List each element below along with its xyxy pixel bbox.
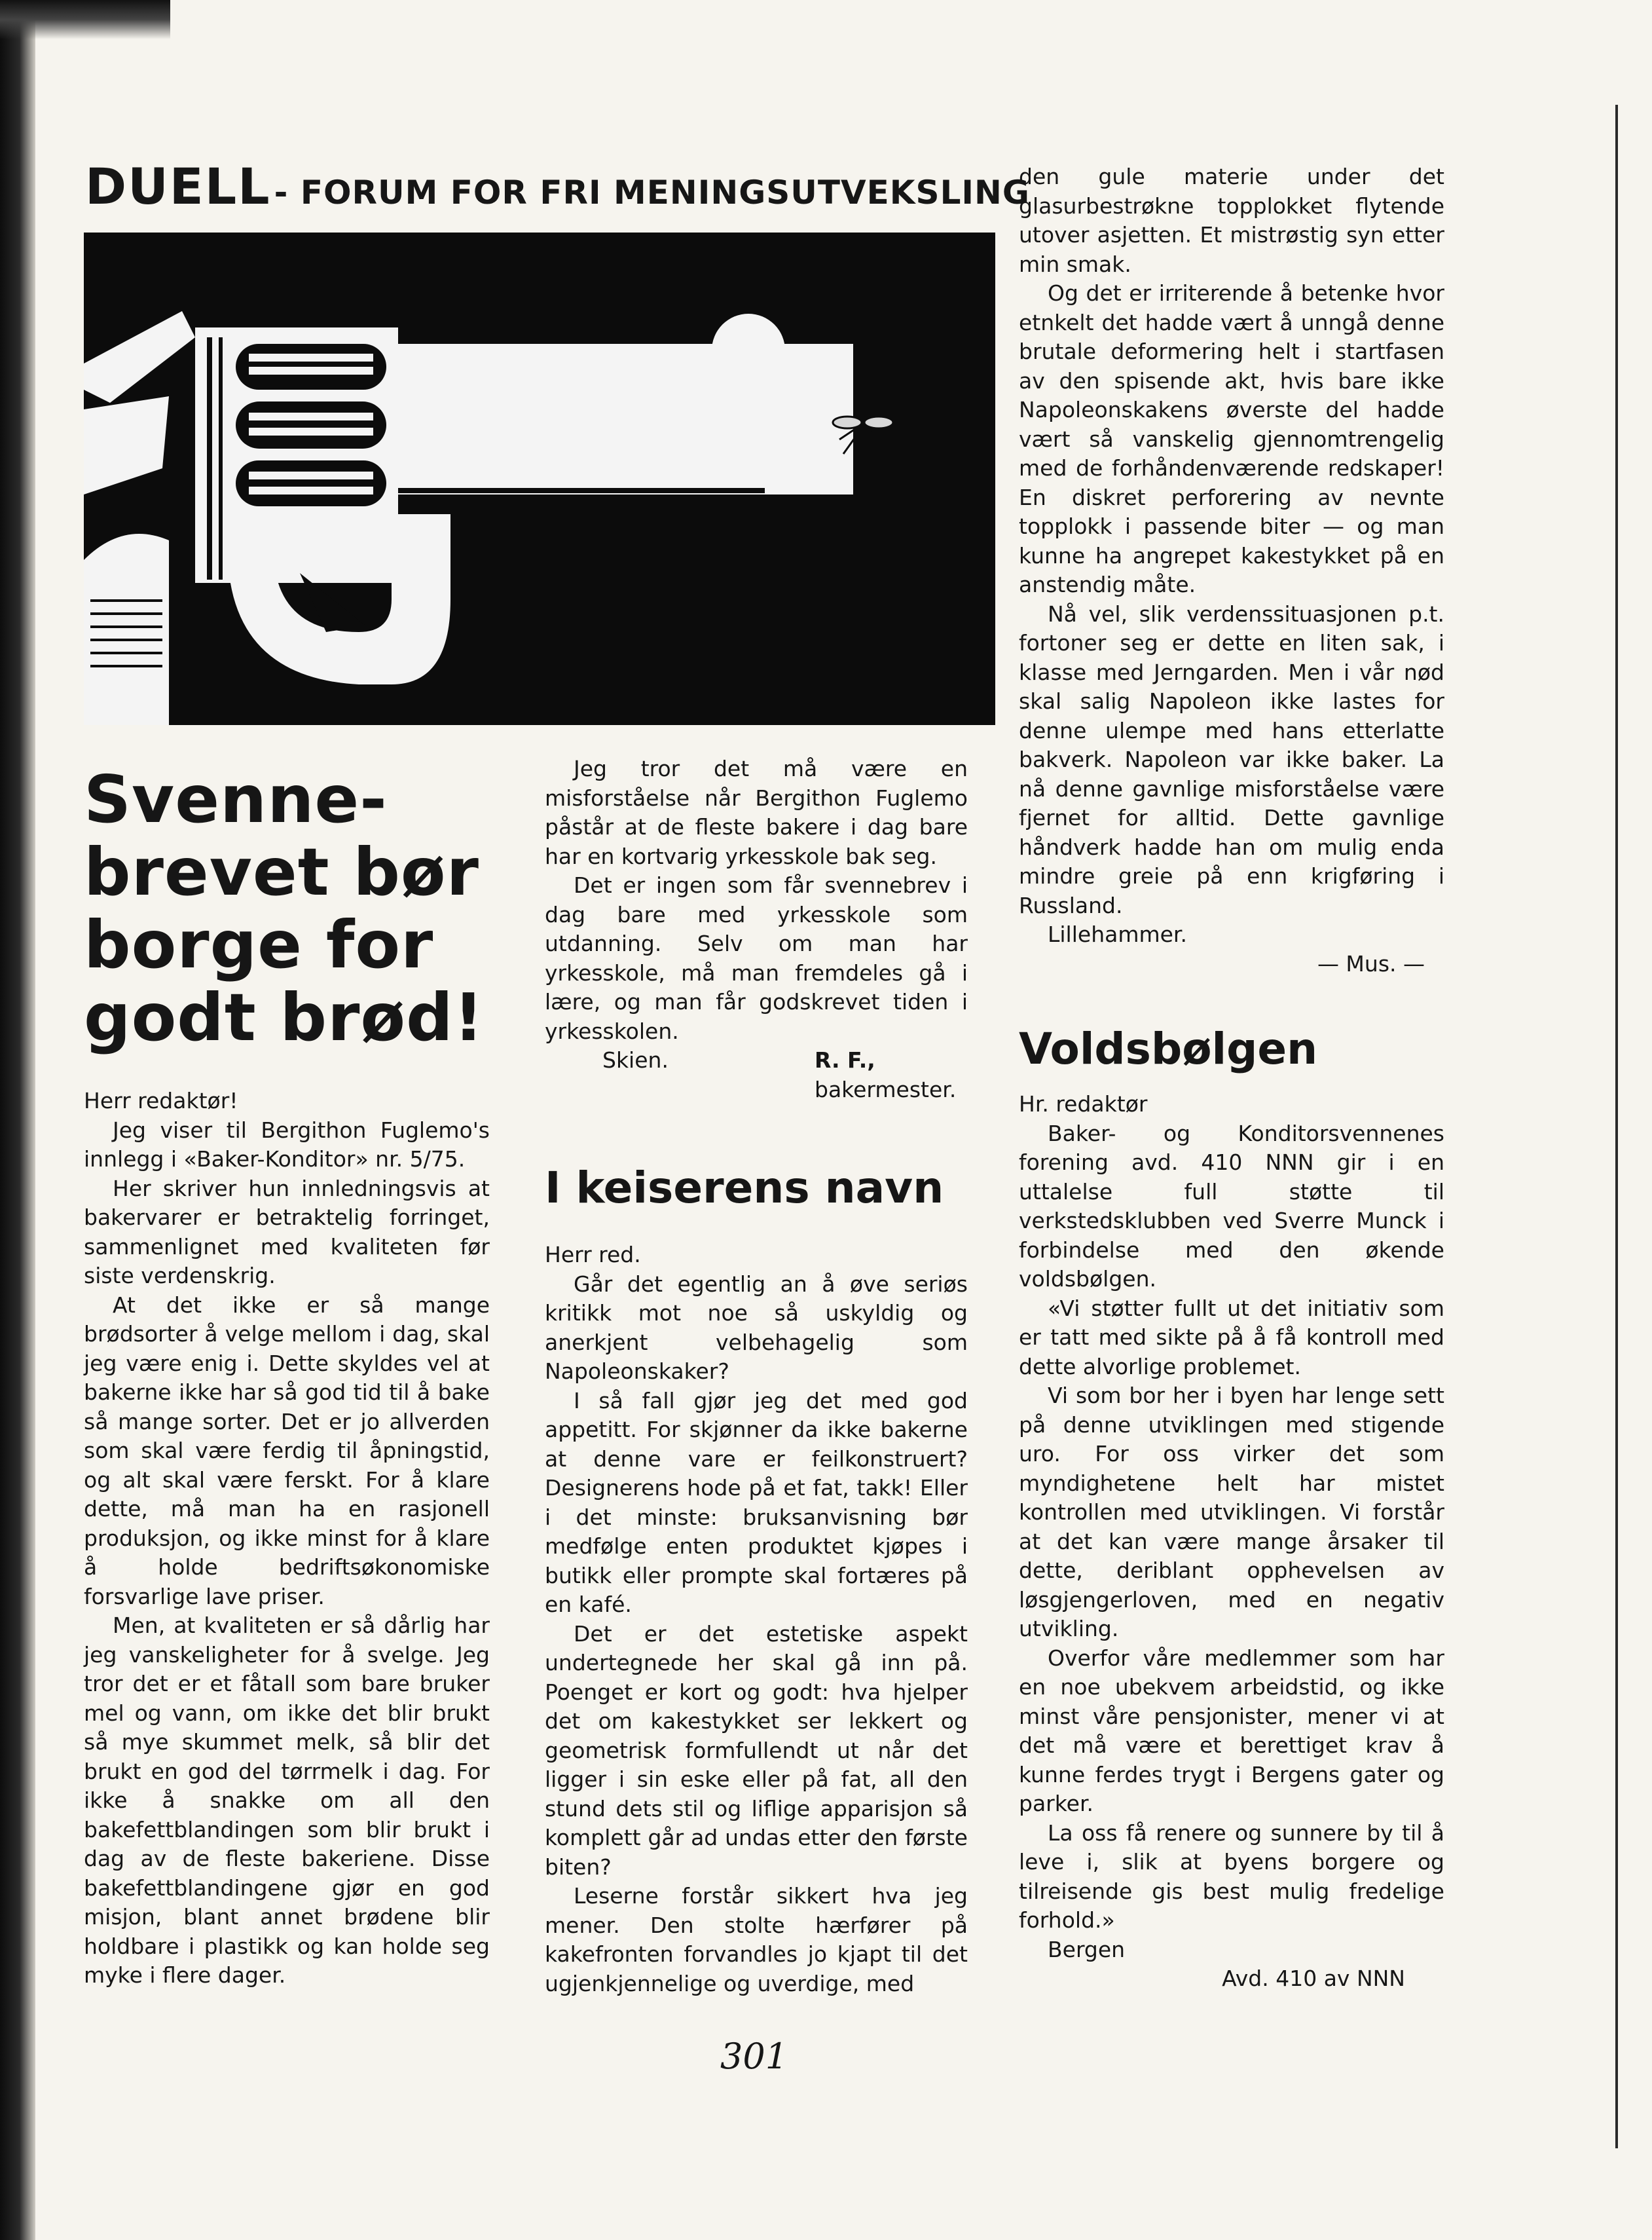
article-svennebrev-paragraph: Jeg tror det må være en misforståelse når Bergithon Fuglemo påstår at de fleste bakere i dag bare har en kortvarig yrkesskole bak seg. (545, 756, 968, 869)
revolver-and-fly-illustration (84, 233, 995, 725)
article-svennebrev-paragraph: Her skriver hun innledningsvis at bakervarer er betraktelig forringet, sammenlignet med kvaliteten før siste verdenskrig. (84, 1175, 490, 1288)
article-keiserens-paragraph: Det er det estetiske aspekt undertegnede her skal gå inn på. Poenget er kort og godt: hva hjelper det om kakestykket ser lekkert og geometrisk formfullendt ut når det ligger i sin eske eller på fat, all den stund dets stil og liflige apparisjon så komplett går ad undas etter den første biten? (545, 1620, 968, 1880)
article-svennebrev-paragraph: At det ikke er så mange brødsorter å velge mellom i dag, skal jeg være enig i. Dette skyldes vel at bakerne ikke har så god tid til å bake så mange sorter. Det er jo allverden som skal være ferdig til åpningstid, og alt skal være ferskt. For å klare dette, må man ha en rasjonell produksjon, og ikke minst for å klare å holde bedriftsøkonomiske forsvarlige lave priser. (84, 1292, 490, 1609)
article-voldsbolgen-signature: Avd. 410 av NNN (1222, 1966, 1405, 1991)
masthead-subtitle: - FORUM FOR FRI MENINGSUTVEKSLING (274, 174, 1030, 212)
column-right (1019, 162, 1444, 1994)
article-svennebrev-paragraph: Jeg viser til Bergithon Fuglemo's innlegg i «Baker-Konditor» nr. 5/75. (84, 1117, 490, 1172)
article-keiserens-headline: I keiserens navn (545, 1163, 944, 1213)
article-voldsbolgen-headline: Voldsbølgen (1019, 1024, 1318, 1074)
article-svennebrev-paragraph: Det er ingen som får svennebrev i dag bare med yrkesskole som utdanning. Selv om man har yrkesskole, må man fremdeles gå i lære, og man får godskrevet tiden i yrkesskolen. (545, 872, 968, 1044)
article-voldsbolgen-paragraph: Overfor våre medlemmer som har en noe ubekvem arbeidstid, og ikke minst våre pensjonister, mener vi at det må være et berettiget krav å kunne ferdes trygt i Bergens gater og parker. (1019, 1645, 1444, 1816)
article-voldsbolgen-salutation: Hr. redaktør (1019, 1091, 1148, 1117)
article-voldsbolgen-place: Bergen (1048, 1936, 1126, 1962)
article-keiserens-paragraph: Går det egentlig an å øve seriøs kritikk mot noe så uskyldig og anerkjent velbehagelig som Napoleonskaker? (545, 1271, 968, 1384)
page-binding-shadow (0, 0, 35, 2240)
article-voldsbolgen-paragraph: Baker- og Konditorsvennenes forening avd. 410 NNN gir i en uttalelse full støtte til verkstedsklubben ved Sverre Munck i forbindelse med den økende voldsbølgen. (1019, 1120, 1444, 1292)
masthead-title: DUELL (85, 157, 271, 215)
article-voldsbolgen-paragraph: La oss få renere og sunnere by til å leve i, slik at byens borgere og tilreisende gis best mulig fredelige forhold.» (1019, 1820, 1444, 1933)
article-keiserens-paragraph: Leserne forstår sikkert hva jeg mener. Den stolte hærfører på kakefronten forvandles jo kjapt til det ugjenkjennelige og uverdige, med (545, 1883, 968, 1996)
article-svennebrev-headline: Svenne- brevet bør borge for godt brød! (84, 761, 485, 1056)
revolver-icon (84, 233, 995, 725)
article-svennebrev (84, 763, 490, 1990)
article-keiserens-paragraph: Nå vel, slik verdenssituasjonen p.t. fortoner seg er dette en liten sak, i klasse med Jerngarden. Men i vår nød skal salig Napoleon ikke lastes for denne ulempe med hans etterlatte bakverk. Napoleon var ikke baker. La nå denne gavnlige misforståelse være fjernet for alltid. Dette gavnlige håndverk hadde han om mulig enda mindre greie på enn krigføring i Russland. (1019, 601, 1444, 918)
article-keiserens-paragraph: den gule materie under det glasurbestrøkne topplokket flytende utover asjetten. Et mistrøstig syn etter min smak. (1019, 164, 1444, 277)
article-svennebrev-signoff (545, 1046, 968, 1104)
article-svennebrev-place: Skien. (602, 1047, 669, 1073)
article-keiserens-paragraph: Og det er irriterende å betenke hvor etnkelt det hadde vært å unngå denne brutale deformering helt i startfasen av den spisende akt, hvis bare ikke Napoleonskakens øverste del hadde vært så vanskelig gjennomtrengelig med de forhåndenværende redskaper! En diskret perforering av nevnte topplokk i passende biter — og man kunne ha angrepet kakestykket på en anstendig måte. (1019, 280, 1444, 597)
article-voldsbolgen-paragraph: «Vi støtter fullt ut det initiativ som er tatt med sikte på å få kontroll med dette alvorlige problemet. (1019, 1295, 1444, 1379)
article-svennebrev-paragraph: Men, at kvaliteten er så dårlig har jeg vanskeligheter for å svelge. Jeg tror det er et fåtall som bare bruker mel og vann, om ikke det blir brukt så mye skummet melk, så blir det brukt en god del tørrmelk i dag. For ikke å snakke om all den bakefettblandingen som blir brukt i dag av de fleste bakeriene. Disse bakefettblandingene gjør en god misjon, blant annet brødene blir holdbare i plastikk og kan holde seg myke i flere dager. (84, 1613, 490, 1988)
article-svennebrev-author: R. F., bakermester. (815, 1047, 957, 1102)
page-number: 301 (720, 2036, 788, 2077)
page-right-line (1615, 105, 1618, 2148)
page-corner-shadow (0, 0, 170, 39)
article-keiserens-place: Lillehammer. (1048, 922, 1187, 947)
article-keiserens-salutation: Herr red. (545, 1242, 641, 1267)
column-middle (545, 755, 968, 1998)
article-voldsbolgen-paragraph: Vi som bor her i byen har lenge sett på denne utviklingen med stigende uro. For oss virker det som myndighetene helt har mistet kontrollen med utviklingen. Vi forstår at det kan være mange årsaker til dette, deriblant opphevelsen av løsgjengerloven, med en negativ utvikling. (1019, 1383, 1444, 1641)
section-masthead (85, 157, 1030, 215)
article-keiserens-signature: — Mus. — (1317, 950, 1425, 977)
article-svennebrev-salutation: Herr redaktør! (84, 1088, 238, 1113)
article-keiserens-paragraph: I så fall gjør jeg det med god appetitt. For skjønner da ikke bakerne at denne vare er feilkonstruert? Designerens hode på et fat, takk! Eller i det minste: bruksanvisning bør medfølge enten produktet kjøpes i butikk eller prompte skal fortæres på en kafé. (545, 1387, 968, 1617)
